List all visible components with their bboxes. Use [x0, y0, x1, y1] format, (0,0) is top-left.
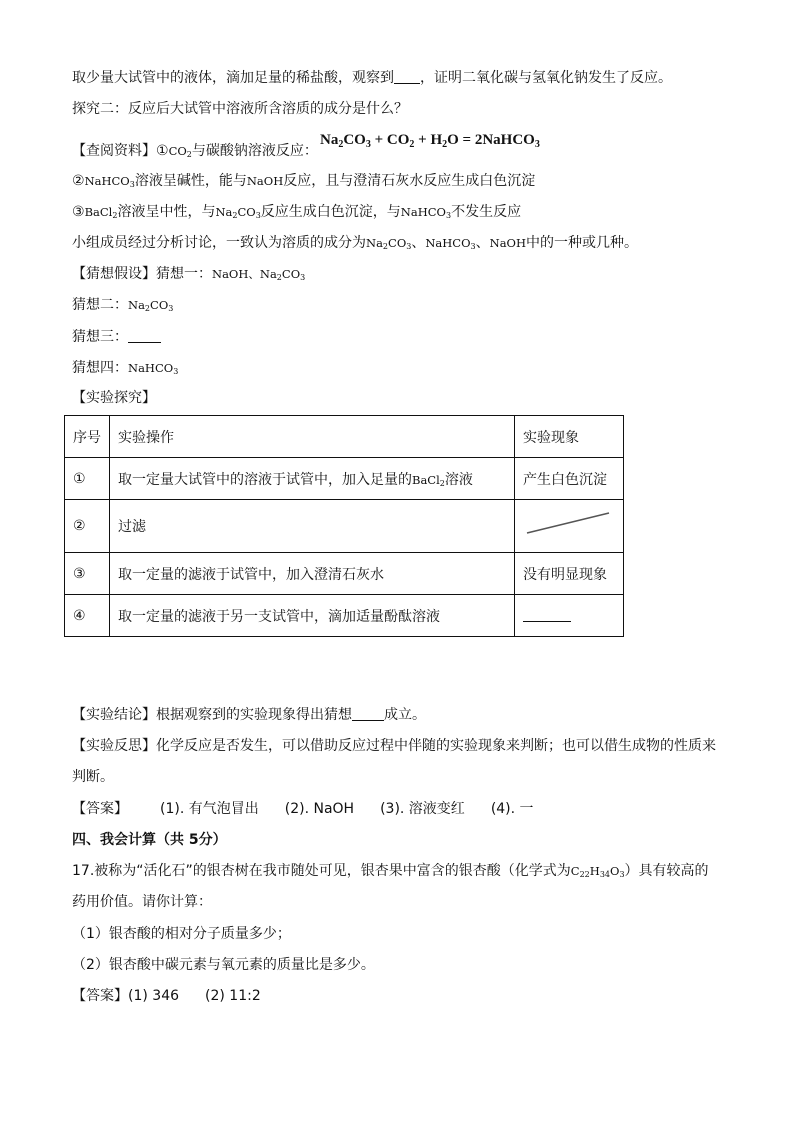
slash-mark: [523, 509, 615, 539]
answer-blank: [352, 707, 384, 721]
answer-blank: [523, 608, 571, 622]
table-header-cell: 序号: [65, 416, 110, 458]
table-cell: ④: [65, 595, 110, 637]
conclusion-line: 【实验结论】根据观察到的实验现象得出猜想 成立。: [72, 707, 426, 723]
table-header-row: [65, 416, 624, 458]
reflection-line: 【实验反思】化学反应是否发生，可以借助反应过程中伴随的实验现象来判断；也可以借生成物的性质来: [72, 738, 716, 754]
table-cell: ①: [65, 458, 110, 500]
table-cell: 取一定量的滤液于试管中，加入澄清石灰水: [110, 553, 515, 595]
hypothesis-2: 猜想二：$Na_2CO_3$: [72, 297, 174, 313]
table-cell: [515, 500, 624, 553]
table-cell: [515, 595, 624, 637]
hypothesis-1: 【猜想假设】猜想一：NaOH、$Na_2CO_3$: [72, 266, 306, 282]
section-heading: 四、我会计算（共 5分）: [72, 832, 227, 848]
reflection-line-2: 判断。: [72, 769, 114, 785]
text: ，证明二氧化碳与氢氧化钠发生了反应。: [420, 70, 672, 86]
table-header-cell: 实验现象: [515, 416, 624, 458]
discussion-line: 小组成员经过分析讨论，一致认为溶质的成分为$Na_2CO_3$、NaHCO$_3$、NaOH中的一种或几种。: [72, 235, 639, 251]
answer-blank: [394, 70, 420, 84]
table-cell: 过滤: [110, 500, 515, 553]
table-cell: ③: [65, 553, 110, 595]
answer-line-17: 【答案】(1) 346 (2) 11:2: [72, 988, 261, 1004]
subscript: 2: [186, 150, 192, 159]
question-17-cont: 药用价值。请你计算：: [72, 894, 212, 910]
table-row: [65, 553, 624, 595]
reference-item-2: ②NaHCO$_3$溶液呈碱性，能与NaOH反应，且与澄清石灰水反应生成白色沉淀: [72, 173, 536, 189]
question-line-1: [72, 68, 672, 88]
table-row: [65, 595, 624, 637]
hypothesis-3: 猜想三：: [72, 327, 161, 347]
reference-item-1: [72, 141, 318, 165]
chemical-equation: $Na_2CO_3 + CO_2 + H_2O$ = 2NaHCO$_3$: [320, 132, 540, 150]
table-cell: 没有明显现象: [515, 553, 624, 595]
text: 取少量大试管中的液体，滴加足量的稀盐酸，观察到: [72, 70, 394, 86]
inquiry-two: [72, 99, 408, 119]
experiment-table: [64, 415, 624, 637]
hypothesis-4: 猜想四：NaHCO$_3$: [72, 360, 179, 376]
table-row: [65, 458, 624, 500]
question-17: 17.被称为“活化石”的银杏树在我市随处可见，银杏果中富含的银杏酸（化学式为$C_{22}H_{34}O_3$）具有较高的: [72, 863, 709, 879]
table-cell: 产生白色沉淀: [515, 458, 624, 500]
table-cell: 取一定量的滤液于另一支试管中，滴加适量酚酞溶液: [110, 595, 515, 637]
experiment-heading: 【实验探究】: [72, 390, 156, 406]
text: 【查阅资料】①: [72, 143, 169, 159]
text: 探究二：反应后大试管中溶液所含溶质的成分是什么？: [72, 101, 408, 117]
table-cell: 取一定量大试管中的溶液于试管中，加入足量的BaCl$_2$溶液: [110, 458, 515, 500]
table-row: [65, 500, 624, 553]
table-header-cell: 实验操作: [110, 416, 515, 458]
table-cell: ②: [65, 500, 110, 553]
sub-question-2: （2）银杏酸中碳元素与氧元素的质量比是多少。: [72, 957, 375, 973]
answer-blank: [128, 329, 161, 343]
answer-line: 【答案】 (1). 有气泡冒出 (2). NaOH (3). 溶液变红 (4). 一: [72, 801, 534, 817]
sub-question-1: （1）银杏酸的相对分子质量多少；: [72, 926, 291, 942]
text: 与碳酸钠溶液反应：: [191, 143, 318, 159]
formula: CO: [168, 144, 187, 158]
reference-item-3: ③BaCl$_2$溶液呈中性，与$Na_2CO_3$反应生成白色沉淀，与NaHCO$_3$不发生反应: [72, 204, 522, 220]
